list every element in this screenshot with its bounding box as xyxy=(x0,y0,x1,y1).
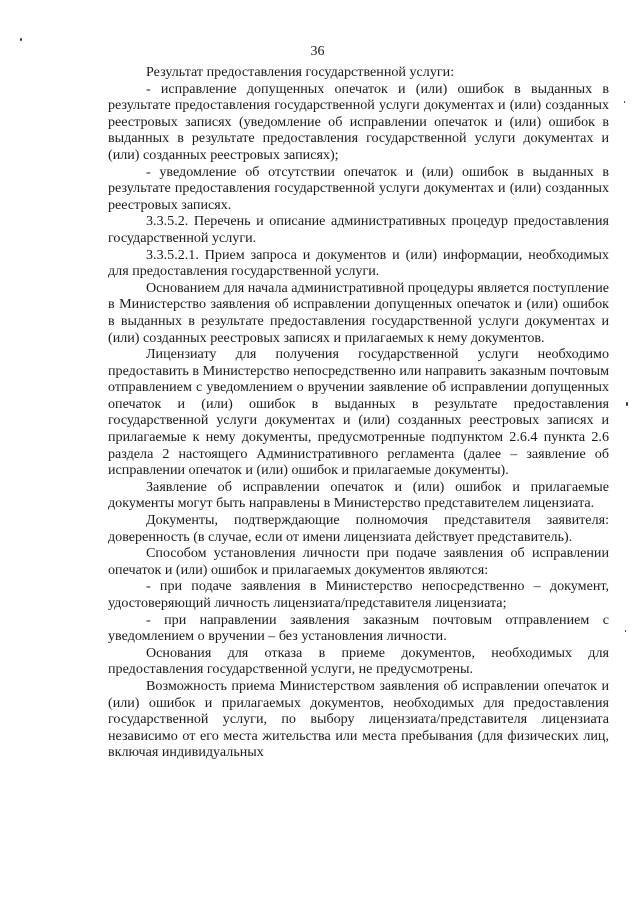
paragraph: Результат предоставления государственной услуги: xyxy=(146,64,455,80)
paragraph: - при подаче заявления в Министерство непосредственно – документ, удостоверяющий личность лицензиата/представителя лицензиата; xyxy=(108,578,609,611)
paragraph: - уведомление об отсутствии опечаток и (или) ошибок в выданных в результате предоставления государственной услуги документах и (или) созданных реестровых записях. xyxy=(108,163,609,213)
scan-speck xyxy=(626,402,628,406)
scan-speck xyxy=(625,630,626,632)
paragraph: Лицензиату для получения государственной услуги необходимо предоставить в Министерство непосредственно или направить заказным почтовым отправлением с уведомлением о вручении заявление об исправлении допущенных опечаток и (или) ошибок в выданных в результате предоставления государственной услуги документах и (или) созданных реестровых записях и прилагаемые к нему документы, предусмотренные подпунктом 2.6.4 пункта 2.6 раздела 2 настоящего Административного регламента (далее – заявление об исправлении опечаток и (или) ошибок и прилагаемые документы). xyxy=(108,346,609,479)
paragraph: Документы, подтверждающие полномочия представителя заявителя: доверенность (в случае, если от имени лицензиата действует представитель). xyxy=(108,512,609,545)
paragraph: 3.3.5.2.1. Прием запроса и документов и (или) информации, необходимых для предоставления государственной услуги. xyxy=(108,246,609,280)
paragraph: Возможность приема Министерством заявления об исправлении опечаток и (или) ошибок и прилагаемых документов, необходимых для предоставления государственной услуги, по выбору лицензиата/представителя лицензиата независимо от его места жительства или места пребывания (для физических лиц, включая индивидуальных xyxy=(108,677,609,761)
scan-speck xyxy=(20,38,22,41)
page-number: 36 xyxy=(310,44,325,59)
paragraph: - исправление допущенных опечаток и (или) ошибок в выданных в результате предоставления государственной услуги документах и (или) созданных реестровых записях (уведомление об исправлении опечаток и (или) ошибок в выданных в результате предоставления государственной услуги документах и (или) созданных реестровых записях); xyxy=(108,80,609,163)
paragraph: Основания для отказа в приеме документов, необходимых для предоставления государственной услуги, не предусмотрены. xyxy=(108,644,609,678)
paragraph: 3.3.5.2. Перечень и описание административных процедур предоставления государственной услуги. xyxy=(108,213,609,246)
paragraph: - при направлении заявления заказным почтовым отправлением с уведомлением о вручении – без установления личности. xyxy=(108,611,609,645)
paragraph: Способом установления личности при подаче заявления об исправлении опечаток и (или) ошибок и прилагаемых документов являются: xyxy=(108,545,609,578)
scan-speck xyxy=(624,101,625,103)
paragraph: Заявление об исправлении опечаток и (или) ошибок и прилагаемые документы могут быть направлены в Министерство представителем лицензиата. xyxy=(108,478,609,512)
page-body xyxy=(108,64,609,761)
paragraph: Основанием для начала административной процедуры является поступление в Министерство заявления об исправлении допущенных опечаток и (или) ошибок в выданных в результате предоставления государственной услуги документах и (или) созданных реестровых записях и прилагаемых к нему документов. xyxy=(108,279,609,346)
